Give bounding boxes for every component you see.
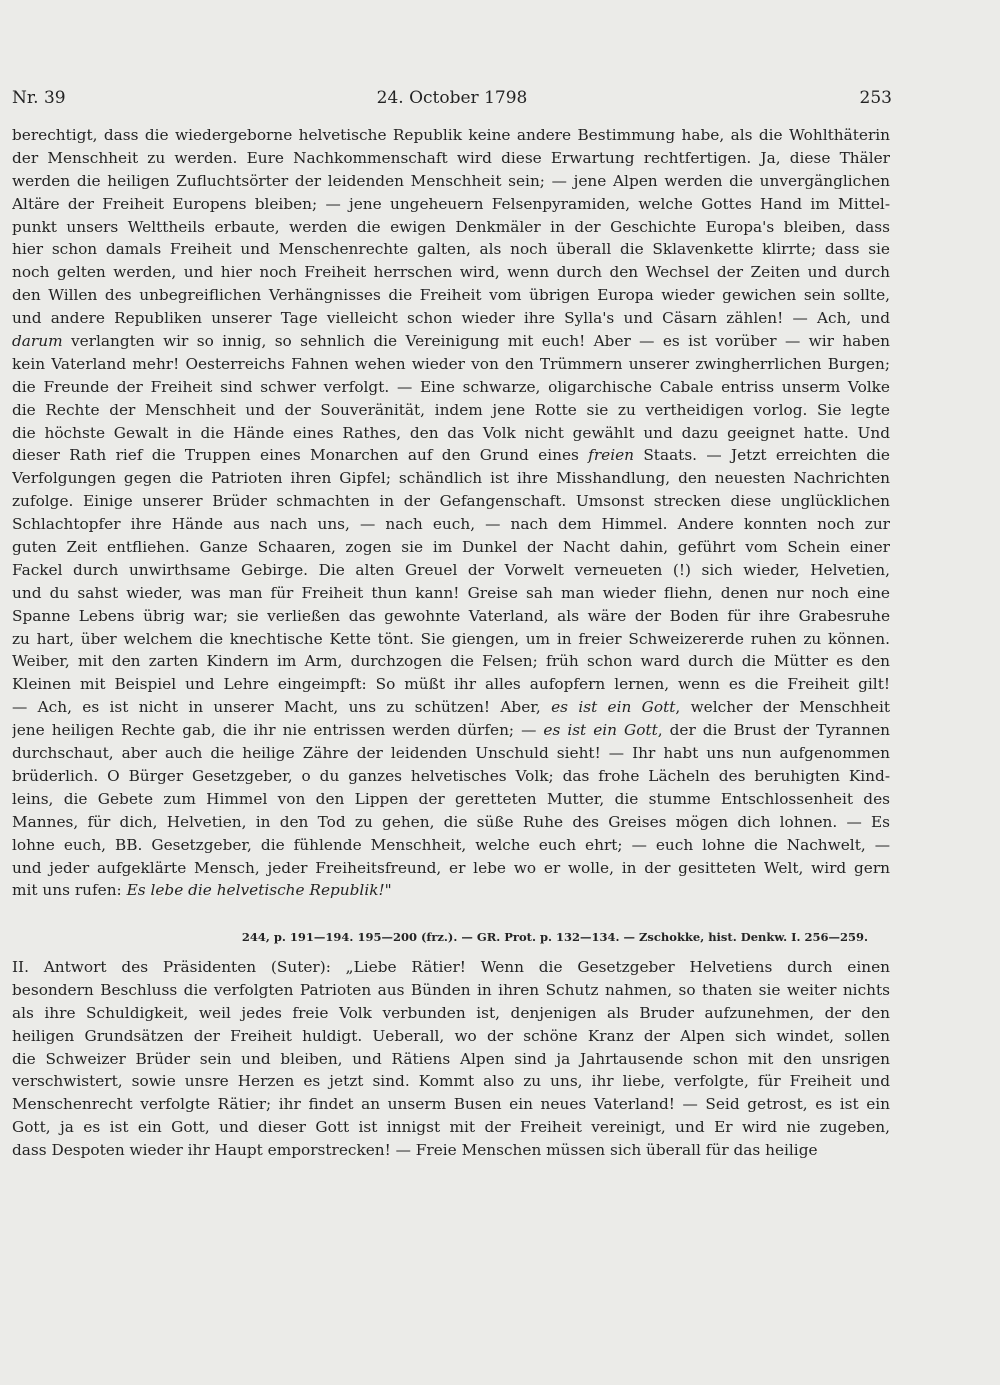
text-line: Verfolgungen gegen die Patrioten ihren Gipfel; schändlich ist ihre Misshandlung, den neuesten Nachrichten xyxy=(12,469,890,488)
text-line: Gott, ja es ist ein Gott, und dieser Gott ist innigst mit der Freiheit vereinigt, und Er wird nie zugeben, xyxy=(12,1118,890,1137)
text-line: zufolge. Einige unserer Brüder schmachten in der Gefangenschaft. Umsonst strecken diese unglücklichen xyxy=(12,492,890,511)
text-line: Mannes, für dich, Helvetien, in den Tod zu gehen, die süße Ruhe des Greises mögen dich lohnen. — Es xyxy=(12,812,890,831)
text-line: berechtigt, dass die wiedergeborne helvetische Republik keine andere Bestimmung habe, als die Wohlthäterin xyxy=(12,126,890,144)
text-line: als ihre Schuldigkeit, weil jedes freie Volk verbunden ist, denjenigen als Bruder aufzunehmen, der den xyxy=(12,1003,890,1022)
text-line: die Freunde der Freiheit sind schwer verfolgt. — Eine schwarze, oligarchische Cabale entriss unserm Volke xyxy=(12,377,890,396)
text-line: hier schon damals Freiheit und Menschenrechte galten, als noch überall die Sklavenkette klirrte; dass sie xyxy=(12,240,890,259)
text-line: Weiber, mit den zarten Kindern im Arm, durchzogen die Felsen; früh schon ward durch die Mütter es den xyxy=(12,652,890,671)
text-line: kein Vaterland mehr! Oesterreichs Fahnen wehen wieder von den Trümmern unserer zwingherrlichen Burgen; xyxy=(12,354,890,373)
text-line: und andere Republiken unserer Tage vielleicht schon wieder ihre Sylla's und Cäsarn zählen! — Ach, und xyxy=(12,309,890,328)
text-line: durchschaut, aber auch die heilige Zähre der leidenden Unschuld sieht! — Ihr habt uns nun aufgenommen xyxy=(12,744,890,763)
text-line: besondern Beschluss die verfolgten Patrioten aus Bünden in ihren Schutz nahmen, so thaten sie weiter nichts xyxy=(12,980,890,999)
text-line: der Menschheit zu werden. Eure Nachkommenschaft wird diese Erwartung rechtfertigen. Ja, diese Thäler xyxy=(12,148,890,167)
issue-number: Nr. 39 xyxy=(12,88,66,108)
text-line: lohne euch, BB. Gesetzgeber, die fühlende Menschheit, welche euch ehrt; — euch lohne die Nachwelt, — xyxy=(12,835,890,854)
text-line: — Ach, es ist nicht in unserer Macht, uns zu schützen! Aber, es ist ein Gott, welcher der Menschheit xyxy=(12,698,890,717)
text-line: darum verlangten wir so innig, so sehnlich die Vereinigung mit euch! Aber — es ist vorüber — wir haben xyxy=(12,332,890,351)
text-line: brüderlich. O Bürger Gesetzgeber, o du ganzes helvetisches Volk; das frohe Lächeln des beruhigten Kind- xyxy=(12,766,890,785)
president-reply-text xyxy=(12,956,890,1162)
text-line: Schlachtopfer ihre Hände aus nach uns, — nach euch, — nach dem Himmel. Andere konnten noch zur xyxy=(12,515,890,534)
text-line: werden die heiligen Zufluchtsörter der leidenden Menschheit sein; — jene Alpen werden die unvergänglichen xyxy=(12,171,890,190)
page-number: 253 xyxy=(859,88,892,108)
running-head xyxy=(12,88,892,112)
text-line: II. Antwort des Präsidenten (Suter): „Liebe Rätier! Wenn die Gesetzgeber Helvetiens durch einen xyxy=(12,958,890,976)
text-line: heiligen Grundsätzen der Freiheit huldigt. Ueberall, wo der schöne Kranz der Alpen sich windet, sollen xyxy=(12,1026,890,1045)
text-line: Kleinen mit Beispiel und Lehre eingeimpft: So müßt ihr alles aufopfern lernen, wenn es die Freiheit gilt! xyxy=(12,675,890,694)
text-line: und du sahst wieder, was man für Freiheit thun kann! Greise sah man wieder fliehn, denen nur noch eine xyxy=(12,583,890,602)
issue-date: 24. October 1798 xyxy=(376,88,528,108)
text-line: guten Zeit entfliehen. Ganze Schaaren, zogen sie im Dunkel der Nacht dahin, geführt vom Schein einer xyxy=(12,538,890,557)
source-citation: 244, p. 191—194. 195—200 (frz.). — GR. Prot. p. 132—134. — Zschokke, hist. Denkw. I. 256—259. xyxy=(241,930,868,944)
text-line: verschwistert, sowie unsre Herzen es jetzt sind. Kommt also zu uns, ihr liebe, verfolgte, für Freiheit und xyxy=(12,1072,890,1091)
address-text xyxy=(12,124,890,902)
text-line: Menschenrecht verfolgte Rätier; ihr findet an unserm Busen ein neues Vaterland! — Seid getrost, es ist ein xyxy=(12,1095,890,1114)
text-line: dass Despoten wieder ihr Haupt emporstrecken! — Freie Menschen müssen sich überall für das heilige xyxy=(12,1141,818,1160)
text-line: mit uns rufen: Es lebe die helvetische Republik!" xyxy=(12,881,392,900)
text-line: die höchste Gewalt in die Hände eines Rathes, den das Volk nicht gewählt und dazu geeignet hatte. Und xyxy=(12,423,890,442)
text-line: jene heiligen Rechte gab, die ihr nie entrissen werden dürfen; — es ist ein Gott, der die Brust der Tyrannen xyxy=(12,721,890,740)
text-line: zu hart, über welchem die knechtische Kette tönt. Sie giengen, um in freier Schweizererde ruhen zu können. xyxy=(12,629,890,648)
text-line: Fackel durch unwirthsame Gebirge. Die alten Greuel der Vorwelt verneueten (!) sich wieder, Helvetien, xyxy=(12,560,890,579)
text-line: noch gelten werden, und hier noch Freiheit herrschen wird, wenn durch den Wechsel der Zeiten und durch xyxy=(12,263,890,282)
text-line: punkt unsers Welttheils erbaute, werden die ewigen Denkmäler in der Geschichte Europa's bleiben, dass xyxy=(12,217,890,236)
text-line: Altäre der Freiheit Europens bleiben; — jene ungeheuern Felsenpyramiden, welche Gottes Hand im Mittel- xyxy=(12,194,890,213)
text-line: Spanne Lebens übrig war; sie verließen das gewohnte Vaterland, als wäre der Boden für ihre Grabesruhe xyxy=(12,606,890,625)
text-line: die Schweizer Brüder sein und bleiben, und Rätiens Alpen sind ja Jahrtausende schon mit den unsrigen xyxy=(12,1049,890,1068)
text-line: die Rechte der Menschheit und der Souveränität, indem jene Rotte sie zu vertheidigen vorlog. Sie legte xyxy=(12,400,890,419)
text-line: den Willen des unbegreiflichen Verhängnisses die Freiheit vom übrigen Europa wieder gewichen sein sollte, xyxy=(12,286,890,305)
text-line: leins, die Gebete zum Himmel von den Lippen der geretteten Mutter, die stumme Entschlossenheit des xyxy=(12,789,890,808)
text-line: dieser Rath rief die Truppen eines Monarchen auf den Grund eines freien Staats. — Jetzt erreichten die xyxy=(12,446,890,465)
text-line: und jeder aufgeklärte Mensch, jeder Freiheitsfreund, er lebe wo er wolle, in der gesitteten Welt, wird gern xyxy=(12,858,890,877)
